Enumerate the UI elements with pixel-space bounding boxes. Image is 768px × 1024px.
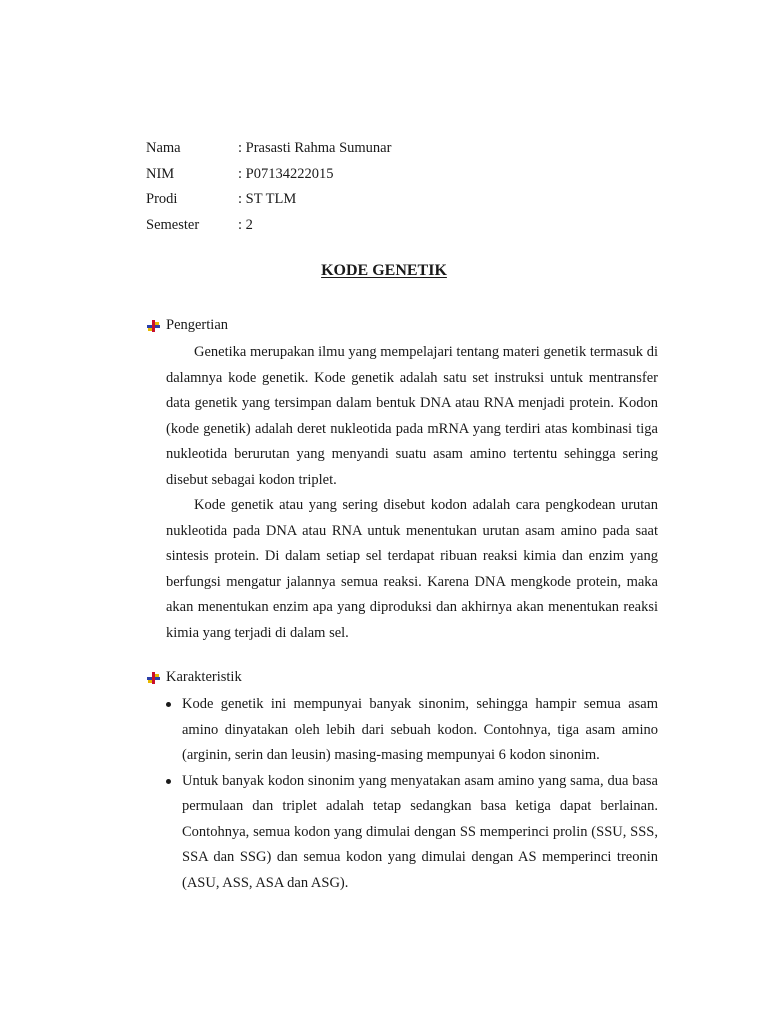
karakteristik-list — [166, 692, 658, 896]
bullet-dot-icon — [166, 702, 171, 707]
paragraph: Kode genetik atau yang sering disebut kodon adalah cara pengkodean urutan nukleotida pada DNA atau RNA untuk menentukan urutan asam amino pada saat sintesis protein. Di dalam setiap sel terdapat ribuan reaksi kimia dan enzim yang berfungsi mengatur jalannya semua reaksi. Karena DNA mengkode protein, maka akan menentukan enzim apa yang diproduksi dan akhirnya akan menentukan reaksi kimia yang terjadi di dalam sel. — [166, 497, 658, 641]
student-info — [146, 136, 391, 238]
document-title — [0, 262, 768, 280]
list-item-text: Kode genetik ini mempunyai banyak sinonim, sehingga hampir semua asam amino dinyatakan oleh lebih dari sebuah kodon. Contohnya, tiga asam amino (arginin, serin dan leusin) masing-masing mempunyai 6 kodon sinonim. — [182, 696, 658, 763]
info-value: : Prasasti Rahma Sumunar — [238, 140, 392, 157]
pushpin-bullet-icon — [146, 671, 162, 685]
info-label: NIM — [146, 165, 175, 182]
pushpin-bullet-icon — [146, 319, 162, 333]
section-heading-pengertian — [146, 317, 228, 334]
bullet-dot-icon — [166, 779, 171, 784]
info-value: : ST TLM — [238, 191, 297, 208]
pengertian-body — [166, 340, 658, 646]
section-heading-text: Karakteristik — [166, 669, 242, 685]
title-text: KODE GENETIK — [321, 262, 447, 279]
list-item — [166, 769, 658, 897]
info-value: : P07134222015 — [238, 165, 334, 182]
section-heading-text: Pengertian — [166, 317, 229, 333]
list-item — [166, 692, 658, 769]
paragraph: Genetika merupakan ilmu yang mempelajari tentang materi genetik termasuk di dalamnya kode genetik. Kode genetik adalah satu set instruksi untuk mentransfer data genetik yang tersimpan dalam bentuk DNA atau RNA menjadi protein. Kodon (kode genetik) adalah deret nukleotida pada mRNA yang terdiri atas kombinasi tiga nukleotida berurutan yang menyandi suatu asam amino tertentu sehingga sering disebut sebagai kodon triplet. — [166, 344, 658, 488]
info-label: Prodi — [146, 191, 178, 208]
section-heading-karakteristik — [146, 669, 242, 686]
info-row-nama — [146, 136, 391, 162]
info-row-semester — [146, 213, 391, 239]
info-row-prodi — [146, 187, 391, 213]
info-label: Semester — [146, 216, 200, 233]
info-label: Nama — [146, 140, 181, 157]
info-row-nim — [146, 162, 391, 188]
info-value: : 2 — [238, 216, 253, 233]
list-item-text: Untuk banyak kodon sinonim yang menyatakan asam amino yang sama, dua basa permulaan dan triplet adalah tetap sedangkan basa ketiga dapat berlainan. Contohnya, semua kodon yang dimulai dengan SS memperinci prolin (SSU, SSS, SSA dan SSG) dan semua kodon yang dimulai dengan AS memperinci treonin (ASU, ASS, ASA dan ASG). — [182, 772, 658, 891]
